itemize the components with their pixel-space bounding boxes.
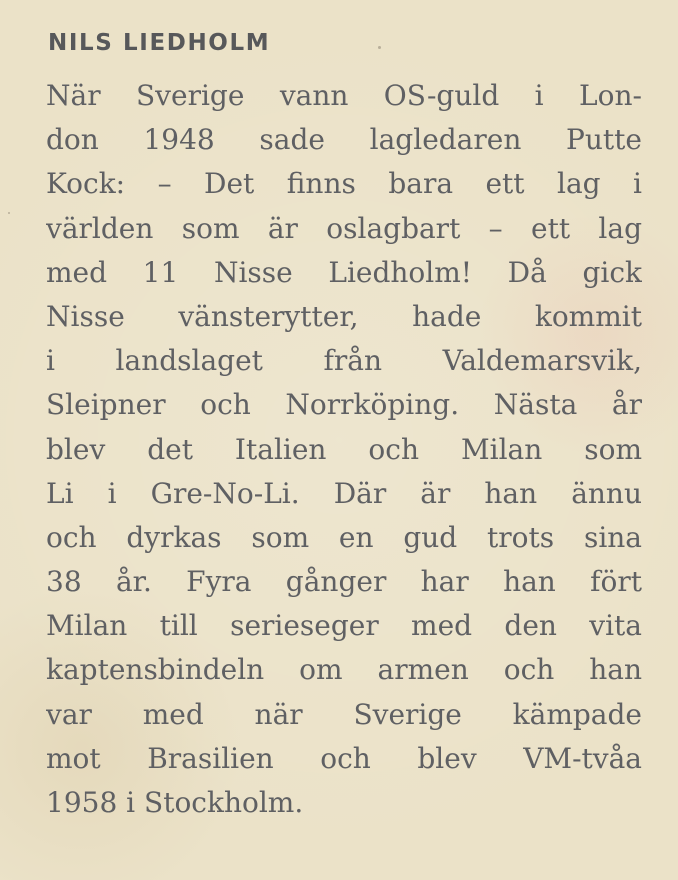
body-line: Kock: – Det finns bara ett lag i [46,167,642,201]
body-line: med 11 Nisse Liedholm! Då gick [46,255,642,289]
body-line: 1958 i Stockholm. [46,786,304,819]
body-line: Milan till serieseger med den vita [46,609,642,643]
body-line: Sleipner och Norrköping. Nästa år [46,388,642,422]
article-heading: NILS LIEDHOLM [48,30,271,56]
body-line: Nisse vänsterytter, hade kommit [46,299,642,333]
print-speck [378,46,381,49]
body-line: När Sverige vann OS-guld i Lon- [46,79,642,112]
body-line: blev det Italien och Milan som [46,432,642,466]
body-line: don 1948 sade lagledaren Putte [46,123,642,157]
article-body [46,74,642,825]
body-line: världen som är oslagbart – ett lag [46,211,642,245]
body-line: var med när Sverige kämpade [46,697,642,731]
print-speck [8,212,10,214]
body-line: i landslaget från Valdemarsvik, [46,344,642,378]
body-line: kaptensbindeln om armen och han [46,653,642,687]
body-line: och dyrkas som en gud trots sina [46,520,642,554]
body-line: 38 år. Fyra gånger har han fört [46,565,642,599]
body-line: Li i Gre-No-Li. Där är han ännu [46,476,642,510]
body-line: mot Brasilien och blev VM-tvåa [46,741,642,775]
